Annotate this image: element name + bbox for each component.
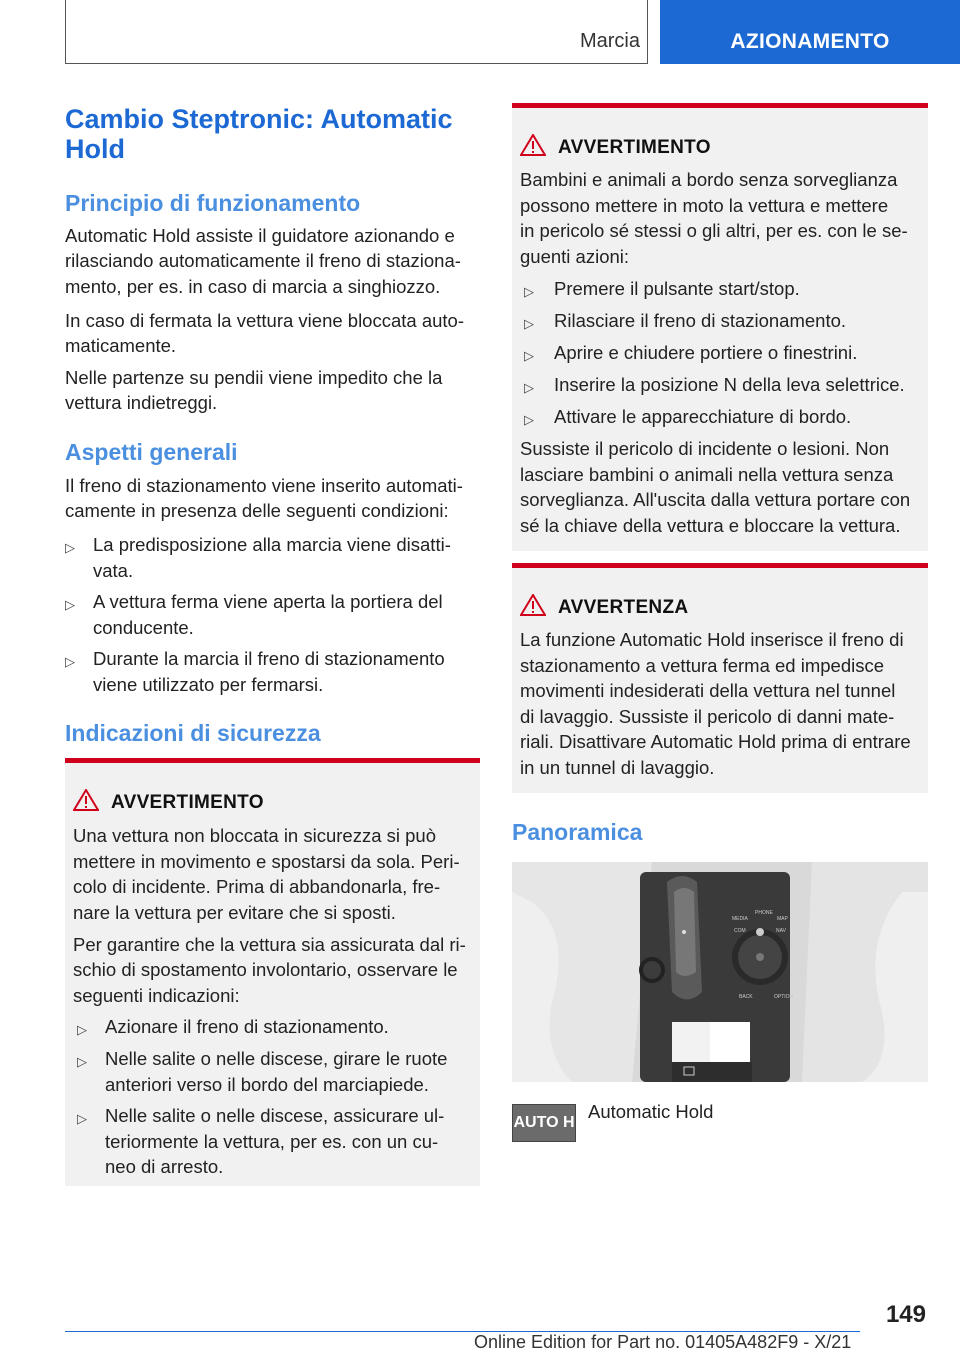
list-item <box>65 532 480 583</box>
heading-panoramica: Panoramica <box>512 819 643 845</box>
warning-text: Una vettura non bloccata in sicurezza si può <box>73 825 437 846</box>
warning-text: guenti azioni: <box>520 246 630 267</box>
map-key-label: MAP <box>777 916 788 922</box>
list-item <box>524 404 920 430</box>
warning-triangle-icon <box>520 134 546 156</box>
triangle-bullet-icon: ▷ <box>524 380 534 395</box>
phone-key-label: PHONE <box>755 910 773 916</box>
principio-text: vettura indietreggi. <box>65 392 218 413</box>
notice-text: riali. Disattivare Automatic Hold prima di entrare <box>520 731 911 752</box>
list-item-text: La predisposizione alla marcia viene disatti- <box>93 534 451 555</box>
warning-text: possono mettere in moto la vettura e mettere <box>520 195 889 216</box>
aspetti-text: camente in presenza delle seguenti condizioni: <box>65 500 449 521</box>
warning-triangle-icon <box>73 789 99 811</box>
list-item-text: Attivare le apparecchiature di bordo. <box>554 406 852 427</box>
notice-box <box>512 563 928 793</box>
list-item-text: Durante la marcia il freno di stazionamento <box>93 648 445 669</box>
warning-text: mettere in movimento e spostarsi da sola. Peri- <box>73 851 460 872</box>
triangle-bullet-icon: ▷ <box>77 1111 87 1126</box>
list-item-text: neo di arresto. <box>105 1156 224 1177</box>
triangle-bullet-icon: ▷ <box>524 412 534 427</box>
triangle-bullet-icon: ▷ <box>65 540 75 555</box>
warning-text: seguenti indicazioni: <box>73 985 240 1006</box>
warning-text: lasciare bambini o animali nella vettura senza <box>520 464 894 485</box>
warning-box <box>512 103 928 551</box>
warning-box <box>65 758 480 1186</box>
page-title-line2: Hold <box>65 134 125 164</box>
heading-aspetti: Aspetti generali <box>65 439 238 465</box>
list-item-text: Azionare il freno di stazionamento. <box>105 1016 389 1037</box>
list-item-text: Aprire e chiudere portiere o finestrini. <box>554 342 858 363</box>
back-key-label: BACK <box>739 994 753 1000</box>
list-item <box>77 1046 472 1097</box>
notice-text: in un tunnel di lavaggio. <box>520 757 715 778</box>
list-item <box>77 1014 472 1040</box>
list-item <box>524 308 920 334</box>
principio-text: Nelle partenze su pendii viene impedito che la <box>65 367 443 388</box>
list-item-text: Nelle salite o nelle discese, assicurare ul- <box>105 1105 445 1126</box>
notice-text: stazionamento a vettura ferma ed impedisce <box>520 655 885 676</box>
media-key-label: MEDIA <box>732 916 748 922</box>
warning-text: nare la vettura per evitare che si sposti. <box>73 902 396 923</box>
warning-text: Sussiste il pericolo di incidente o lesioni. Non <box>520 438 890 459</box>
auto-hold-caption: Automatic Hold <box>588 1101 714 1122</box>
list-item-text: Nelle salite o nelle discese, girare le ruote <box>105 1048 448 1069</box>
principio-text: In caso di fermata la vettura viene bloccata auto- <box>65 310 464 331</box>
list-item <box>77 1103 472 1180</box>
header-chapter-tab[interactable]: AZIONAMENTO <box>660 0 960 64</box>
warning-text: Bambini e animali a bordo senza sorveglianza <box>520 169 898 190</box>
principio-text: Automatic Hold assiste il guidatore azionando e <box>65 225 455 246</box>
page-title-line1: Cambio Steptronic: Automatic <box>65 104 453 134</box>
warning-text: schio di spostamento involontario, osservare le <box>73 959 458 980</box>
console-photo <box>512 862 928 1082</box>
list-item <box>65 589 480 640</box>
header-section: Marcia <box>579 30 640 52</box>
warning-text: sé la chiave della vettura e bloccare la vettura. <box>520 515 901 536</box>
option-key-label: OPTION <box>774 994 794 1000</box>
triangle-bullet-icon: ▷ <box>77 1022 87 1037</box>
warning-text: Per garantire che la vettura sia assicurata dal ri- <box>73 934 466 955</box>
notice-text: La funzione Automatic Hold inserisce il freno di <box>520 629 904 650</box>
list-item-text: vata. <box>93 559 134 581</box>
auto-hold-button-icon: AUTO H <box>512 1104 576 1142</box>
list-item-text: Inserire la posizione N della leva selettrice. <box>554 374 905 395</box>
warning-triangle-icon <box>520 594 546 616</box>
warning-text: colo di incidente. Prima di abbandonarla, fre- <box>73 876 441 897</box>
triangle-bullet-icon: ▷ <box>524 284 534 299</box>
principio-text: maticamente. <box>65 335 177 356</box>
list-item <box>524 372 920 398</box>
warning-title: AVVERTIMENTO <box>558 137 711 158</box>
list-item <box>65 646 480 697</box>
nav-key-label: NAV <box>776 928 786 934</box>
list-item <box>524 340 920 366</box>
com-key-label: COM <box>734 928 746 934</box>
list-item-text: A vettura ferma viene aperta la portiera del <box>93 591 443 612</box>
list-item-text: Premere il pulsante start/stop. <box>554 278 800 299</box>
triangle-bullet-icon: ▷ <box>524 316 534 331</box>
heading-principio: Principio di funzionamento <box>65 190 361 216</box>
warning-text: sorveglianza. All'uscita dalla vettura portare con <box>520 489 911 510</box>
principio-text: mento, per es. in caso di marcia a singhiozzo. <box>65 276 441 297</box>
principio-text: rilasciando automaticamente il freno di staziona- <box>65 250 461 271</box>
list-item <box>524 276 920 302</box>
list-item-text: Rilasciare il freno di stazionamento. <box>554 310 847 331</box>
list-item-text: conducente. <box>93 616 194 638</box>
triangle-bullet-icon: ▷ <box>65 654 75 669</box>
warning-title: AVVERTIMENTO <box>111 792 264 813</box>
list-item-text: viene utilizzato per fermarsi. <box>93 673 324 695</box>
footer-edition: Online Edition for Part no. 01405A482F9 - X/21 <box>474 1332 852 1352</box>
aspetti-text: Il freno di stazionamento viene inserito automati- <box>65 475 463 496</box>
notice-title: AVVERTENZA <box>558 597 689 618</box>
list-item-text: anteriori verso il bordo del marciapiede. <box>105 1073 429 1095</box>
triangle-bullet-icon: ▷ <box>77 1054 87 1069</box>
triangle-bullet-icon: ▷ <box>65 597 75 612</box>
notice-text: di lavaggio. Sussiste il pericolo di danni mate- <box>520 706 895 727</box>
list-item-text: teriormente la vettura, per es. con un cu- <box>105 1130 439 1152</box>
heading-sicurezza: Indicazioni di sicurezza <box>65 720 321 746</box>
warning-text: in pericolo sé stessi o gli altri, per es. con le se- <box>520 220 908 241</box>
page-number: 149 <box>885 1301 926 1328</box>
notice-text: movimenti indesiderati della vettura nel tunnel <box>520 680 896 701</box>
console-illustration <box>512 862 928 1082</box>
triangle-bullet-icon: ▷ <box>524 348 534 363</box>
